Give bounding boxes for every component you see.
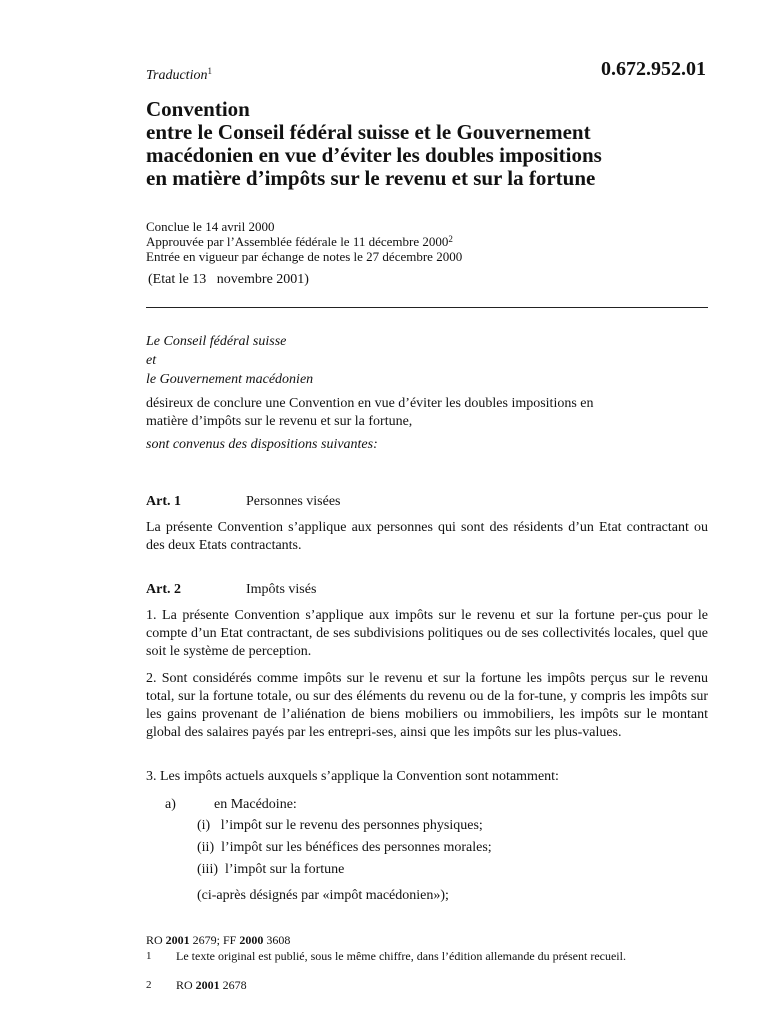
art2-label: Art. 2 xyxy=(146,582,181,597)
art1-title: Personnes visées xyxy=(246,494,341,509)
footnote-2-text xyxy=(176,979,708,992)
art1-text: La présente Convention s’applique aux personnes qui sont des résidents d’un Etat contractant ou des deux Etats contractants. xyxy=(146,520,708,553)
preamble-desire xyxy=(146,395,708,431)
preamble-agreed: sont convenus des dispositions suivantes: xyxy=(146,437,378,452)
ff-year: 2000 xyxy=(239,933,264,947)
ro-middle: 2679; FF xyxy=(189,933,240,947)
ff-page: 3608 xyxy=(263,933,291,947)
approved-date xyxy=(146,234,462,249)
ro-year: 2001 xyxy=(165,933,190,947)
list-item-ii: (ii) l’impôt sur les bénéfices des personnes morales; xyxy=(197,840,492,855)
state-date: (Etat le 13 novembre 2001) xyxy=(148,272,309,287)
dates-block xyxy=(146,219,462,264)
concluded-date: Conclue le 14 avril 2000 xyxy=(146,219,275,234)
footnote-ref-1[interactable]: 1 xyxy=(207,66,212,76)
art1-label: Art. 1 xyxy=(146,494,181,509)
footer-reference xyxy=(146,934,708,947)
list-item-a-text: en Macédoine: xyxy=(214,797,297,812)
list-item-i: (i) l’impôt sur le revenu des personnes physiques; xyxy=(197,818,483,833)
footnote-2-page: 2678 xyxy=(219,978,247,992)
designation-note: (ci-après désignés par «impôt macédonien»); xyxy=(197,888,449,903)
title-line-3: macédonien en vue d’éviter les doubles impositions xyxy=(146,143,602,167)
footnote-1 xyxy=(146,950,708,963)
footnote-ref-2[interactable]: 2 xyxy=(448,234,453,244)
list-item-iii: (iii) l’impôt sur la fortune xyxy=(197,862,345,877)
party-and: et xyxy=(146,353,157,368)
footnote-2-year: 2001 xyxy=(195,978,220,992)
art1-heading xyxy=(146,494,341,510)
footnote-1-mark: 1 xyxy=(146,950,152,962)
party-swiss: Le Conseil fédéral suisse xyxy=(146,334,287,349)
footnote-1-text: Le texte original est publié, sous le même chiffre, dans l’édition allemande du présent recueil. xyxy=(176,949,626,963)
party-macedonian: le Gouvernement macédonien xyxy=(146,372,314,387)
entry-date: Entrée en vigueur par échange de notes le 27 décembre 2000 xyxy=(146,249,463,264)
art2-paragraph-1: 1. La présente Convention s’applique aux impôts sur le revenu et sur la fortune per-çus pour le compte d’un Etat contractant, de ses subdivisions politiques ou de ses collectivités locales, quel que soit le système de perception. xyxy=(146,608,708,659)
approved-text: Approuvée par l’Assemblée fédérale le 11 décembre 2000 xyxy=(146,234,449,249)
art2-paragraph-3: 3. Les impôts actuels auxquels s’applique la Convention sont notamment: xyxy=(146,769,559,784)
list-item-a-label: a) xyxy=(165,797,176,812)
title-line-4: en matière d’impôts sur le revenu et sur la fortune xyxy=(146,166,596,190)
footnote-2-prefix: RO xyxy=(176,978,196,992)
preamble-desire-line-2: matière d’impôts sur le revenu et sur la fortune, xyxy=(146,414,413,429)
translation-text: Traduction xyxy=(146,68,208,83)
title-line-1: Convention xyxy=(146,97,250,121)
art2-heading xyxy=(146,582,316,598)
art2-title: Impôts visés xyxy=(246,582,317,597)
header-divider xyxy=(146,307,708,308)
document-title xyxy=(146,98,726,190)
art2-paragraph-2: 2. Sont considérés comme impôts sur le revenu et sur la fortune les impôts perçus sur le revenu total, sur la fortune totale, ou sur des éléments du revenu ou de la for-tune, y compris les impôts sur les gains provenant de l’aliénation de biens mobiliers ou immobiliers, les impôts sur le montant global des salaires payés par les entrepri-ses, ainsi que les impôts sur les plus-values. xyxy=(146,671,708,740)
title-line-2: entre le Conseil fédéral suisse et le Gouvernement xyxy=(146,120,591,144)
ro-prefix: RO xyxy=(146,933,166,947)
footnote-2 xyxy=(146,979,708,992)
translation-label xyxy=(146,68,212,84)
document-number: 0.672.952.01 xyxy=(601,58,706,80)
preamble-desire-line-1: désireux de conclure une Convention en vue d’éviter les doubles impositions en xyxy=(146,396,594,411)
footnote-2-mark: 2 xyxy=(146,979,152,991)
